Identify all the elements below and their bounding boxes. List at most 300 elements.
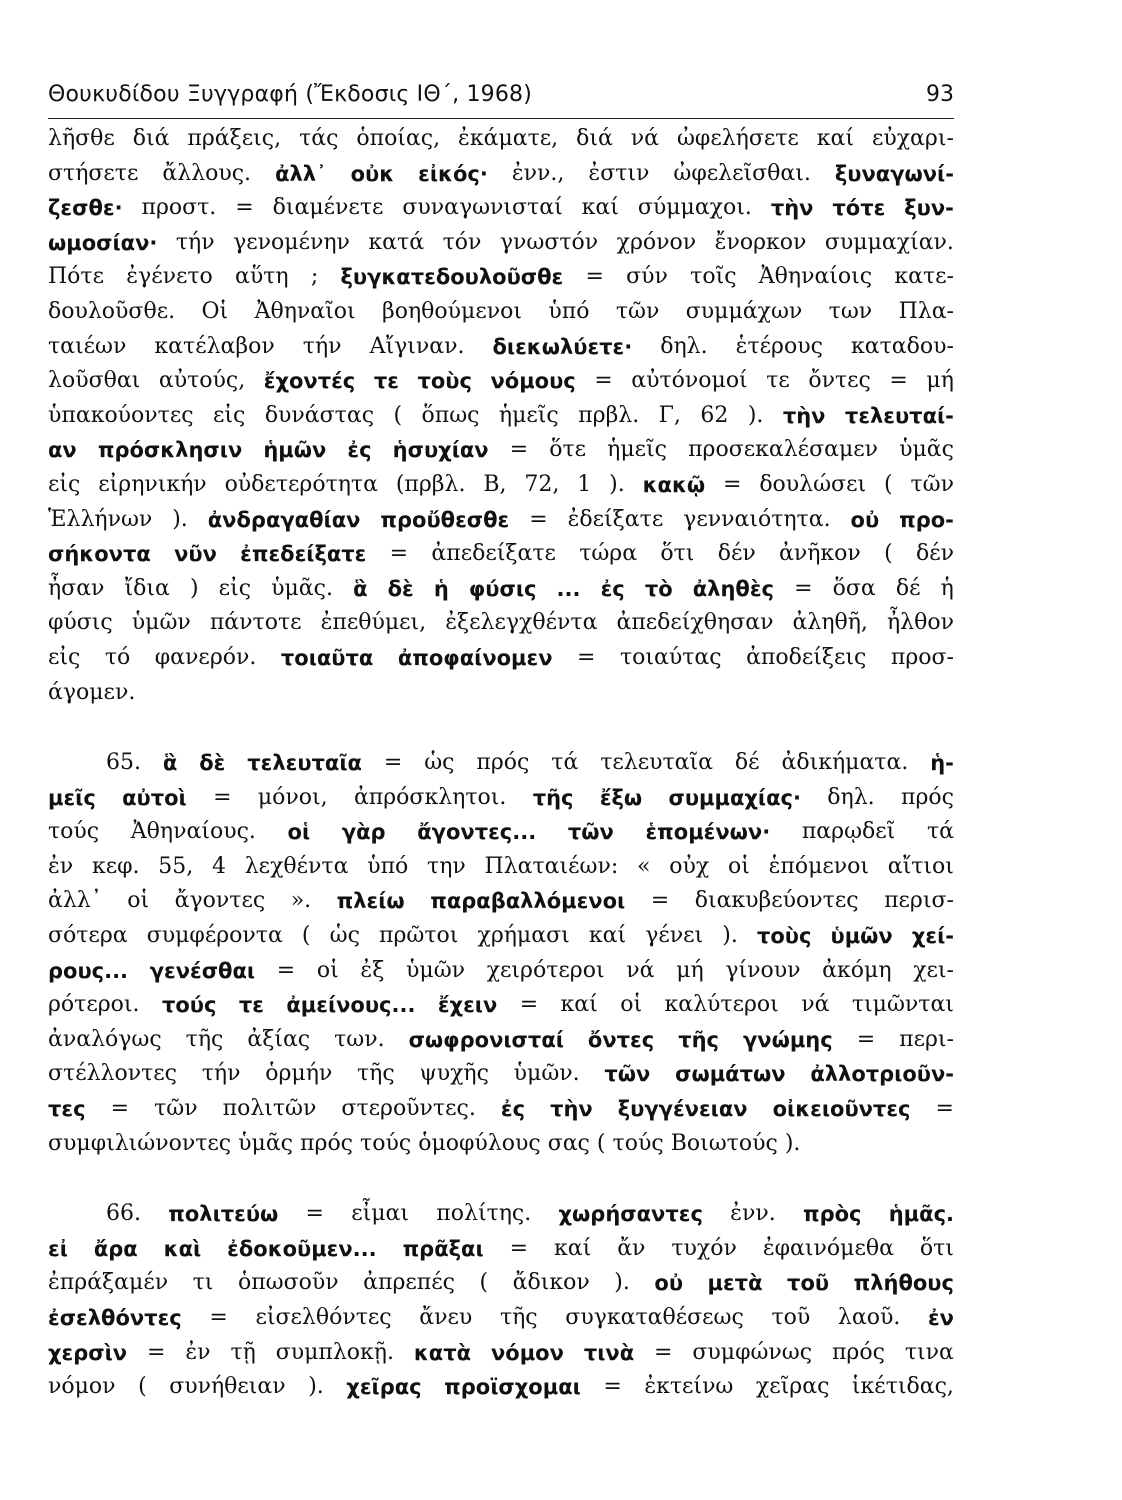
word: στεροῦντες. <box>341 1096 476 1122</box>
word: βοηθούμενοι <box>382 298 522 324</box>
word: προσεκαλέσαμεν <box>688 437 879 463</box>
word: τιμῶνται <box>851 992 954 1018</box>
lemma-word: ἔξω <box>599 785 643 810</box>
text-line <box>48 572 954 607</box>
lemma-word: προ- <box>899 507 954 532</box>
word: = <box>529 506 548 532</box>
word: ( <box>883 471 893 497</box>
lemma-word: σωφρονισταί <box>408 1027 564 1052</box>
word: των <box>828 298 873 324</box>
word: = <box>935 1096 954 1122</box>
text-line <box>48 676 954 711</box>
lemma-word: ἔχοντές <box>263 369 356 394</box>
lemma-word: τούς <box>161 993 217 1018</box>
word: την <box>427 853 466 879</box>
word: δηλ. <box>660 333 708 359</box>
lemma-word: τοιαῦτα <box>280 645 374 670</box>
word: Ἑλλήνων <box>48 506 153 532</box>
lemma-word: ἡμᾶς. <box>888 1202 954 1227</box>
word: καί <box>581 195 619 221</box>
commentary-text <box>48 122 954 1405</box>
word: ἀλλ᾿ <box>48 888 102 914</box>
word: ; <box>310 264 319 290</box>
word: ἀποδείξεις <box>746 644 867 670</box>
word: δέ <box>895 575 921 601</box>
word: ἑπόμενοι <box>768 853 870 879</box>
word: Πλα- <box>898 298 954 324</box>
word: = <box>889 368 908 394</box>
word: ). <box>722 923 738 949</box>
lemma-word: τῆς <box>532 785 574 810</box>
word: κεφ. <box>91 853 140 879</box>
word: οὐχ <box>669 853 710 879</box>
lemma-word: ἡ- <box>930 751 954 776</box>
lemma-word: τὴν <box>770 196 814 221</box>
word: = <box>509 1235 529 1261</box>
lemma-word: νῦν <box>174 542 217 567</box>
word: διά <box>132 126 170 151</box>
word: χρήμασι <box>477 923 570 949</box>
word: ) <box>189 575 199 601</box>
lemma-word: προϊσχομαι <box>444 1375 581 1400</box>
word: ρότεροι. <box>48 992 140 1018</box>
word: = <box>794 575 813 601</box>
word: ὑμῶν <box>131 610 191 636</box>
lemma-word: ἡσυχίαν <box>392 438 489 463</box>
word: ἦσαν <box>48 575 105 601</box>
lemma-word: χερσὶν <box>48 1340 128 1365</box>
lemma-word: τῶν <box>567 820 614 845</box>
word: ὡς <box>424 750 455 776</box>
word: τοῖς <box>690 264 737 290</box>
word: πρός <box>476 750 530 776</box>
lemma-word: ἐσελθόντες <box>48 1306 182 1330</box>
word: ἄλλους. <box>162 160 252 186</box>
word: δέν <box>915 541 954 567</box>
lemma-word: δὲ <box>199 751 226 776</box>
word: ἐδείξατε <box>567 506 664 532</box>
lemma-word: πρόσκλησιν <box>97 438 243 463</box>
word: εἶμαι <box>351 1201 410 1227</box>
word: ). <box>784 1130 801 1156</box>
word: τάς <box>299 126 339 151</box>
word: πράξεις, <box>187 126 282 151</box>
word: τι <box>192 1270 214 1296</box>
word: χειρότεροι <box>486 957 605 983</box>
word: τήν <box>175 229 215 255</box>
word: ἀπρόσκλητοι. <box>353 784 507 810</box>
text-line <box>48 157 954 192</box>
text-line <box>48 537 954 572</box>
word: δέν <box>717 541 756 567</box>
word: λοῦσθαι <box>48 368 141 394</box>
lemma-word: τες <box>48 1097 86 1122</box>
word: κατε- <box>894 264 954 290</box>
word: καλύτεροι <box>664 992 779 1018</box>
word: = <box>519 992 539 1018</box>
word: δουλώσει <box>759 471 867 497</box>
lemma-word: ... <box>556 576 581 601</box>
word: καί <box>588 923 627 949</box>
word: 72, <box>524 471 560 497</box>
word: ). <box>172 506 188 532</box>
word: τούς <box>48 819 100 845</box>
word: ὠφελήσετε <box>676 126 799 151</box>
lemma-word: εἰκός· <box>418 161 488 186</box>
lemma-word: ἡ <box>433 576 449 601</box>
word: νά <box>801 992 830 1018</box>
lemma-word: διεκωλύετε· <box>492 334 633 359</box>
word: = <box>213 784 232 810</box>
word: Πότε <box>48 264 104 290</box>
word: συγκαταθέσεως <box>565 1305 744 1330</box>
word: ἀναλόγως <box>48 1026 162 1052</box>
word: ὁρμήν <box>265 1061 333 1087</box>
word: μή <box>926 368 954 394</box>
lemma-word: ρους... <box>48 958 129 983</box>
word: ( <box>884 541 893 567</box>
text-line <box>48 781 954 816</box>
word: πρός <box>300 1130 354 1156</box>
lemma-word: πολιτεύω <box>168 1202 279 1227</box>
lemma-word: ξυγγένειαν <box>617 1097 748 1122</box>
text-line <box>48 433 954 468</box>
word: = <box>305 1201 324 1227</box>
word: σύμμαχοι. <box>637 195 752 221</box>
word: ψυχῆς <box>419 1061 489 1087</box>
word: καί <box>816 126 854 151</box>
word: ἡμεῖς <box>498 402 559 428</box>
word: καί <box>554 1235 592 1261</box>
text-line <box>48 606 954 641</box>
word: κατά <box>368 229 425 255</box>
lemma-word: ἔχειν <box>437 993 498 1018</box>
text-line <box>48 1127 954 1162</box>
lemma-word: χωρήσαντες <box>558 1202 703 1227</box>
word: ὁποίας, <box>356 126 441 151</box>
word: μόνοι, <box>257 784 328 810</box>
word: συμφέροντα <box>146 923 283 949</box>
word: ὅτι <box>919 1235 954 1261</box>
word: τῶν <box>910 471 954 497</box>
text-line <box>48 1092 954 1127</box>
text-line <box>48 641 954 676</box>
word: πρός <box>831 1339 885 1365</box>
lemma-word: μετὰ <box>707 1271 763 1296</box>
lemma-word: ὄντες <box>587 1027 655 1052</box>
word: ὅτι <box>660 541 695 567</box>
word: χρόνον <box>616 229 697 255</box>
word: ἀληθῆ, <box>792 610 868 636</box>
word: ἐν <box>48 853 74 879</box>
word: τόν <box>442 229 482 255</box>
word: ἀξίας <box>247 1026 311 1052</box>
lemma-word: συμμαχίας· <box>668 785 801 810</box>
word: σύν <box>626 264 668 290</box>
word: παρῳδεῖ <box>801 819 896 845</box>
lemma-word: τελευταί- <box>844 403 954 428</box>
word: ὑμῶν. <box>513 1061 580 1087</box>
lemma-word: τότε <box>832 196 886 221</box>
word: καταδου- <box>850 333 954 359</box>
text-line <box>48 1023 954 1058</box>
text-line <box>48 1301 954 1336</box>
word: συμμάχων <box>685 298 803 324</box>
word: πρῶτοι <box>379 923 459 949</box>
word: διά <box>576 126 613 151</box>
word: τοιαύτας <box>619 644 722 670</box>
word: = <box>723 471 742 497</box>
lemma-word: ἄγοντες... <box>417 820 537 845</box>
word: χει- <box>913 957 954 983</box>
lemma-word: ἐδοκοῦμεν... <box>227 1236 377 1261</box>
word: αὕτη <box>235 264 289 290</box>
word: ἐγένετο <box>126 264 213 290</box>
lemma-word: κακῷ <box>642 472 706 497</box>
word: ). <box>747 402 764 428</box>
word: = <box>389 541 409 567</box>
word: Β, <box>483 471 507 497</box>
word: γενναιότητα. <box>683 506 831 532</box>
word: οἱ <box>316 957 339 983</box>
text-line <box>48 1266 954 1301</box>
word: τινα <box>904 1339 954 1365</box>
word: ἡμεῖς <box>607 437 667 463</box>
word: ἐν <box>185 1339 211 1365</box>
word: νά <box>630 126 660 151</box>
lemma-word: μεῖς <box>48 785 96 810</box>
word: λαοῦ. <box>837 1305 901 1330</box>
word: τά <box>926 819 954 845</box>
word: τώρα <box>579 541 638 567</box>
word: Ἀθηναῖοι <box>254 298 356 324</box>
word: δέ <box>734 750 760 776</box>
word: Ἀθηναίοις <box>758 264 873 290</box>
text-line <box>48 295 954 330</box>
word: ἀπεδείχθησαν <box>616 610 774 636</box>
word: ἐκτείνω <box>644 1374 734 1400</box>
text-line <box>48 850 954 885</box>
word: = <box>383 750 403 776</box>
lemma-word: φύσις <box>468 576 537 601</box>
word: χεῖρας <box>755 1374 830 1400</box>
word: = <box>276 957 296 983</box>
word: τελευταῖα <box>600 750 714 776</box>
paragraph-gap <box>48 1161 954 1197</box>
text-line <box>48 330 954 365</box>
word: ἐνν. <box>730 1201 776 1227</box>
lemma-word: ἡμῶν <box>263 438 327 463</box>
word: ἄν <box>617 1235 646 1261</box>
word: Βοιωτούς <box>670 1130 778 1156</box>
word: νά <box>626 957 655 983</box>
word: ἦλθον <box>886 610 954 636</box>
text-line <box>48 1336 954 1371</box>
word: = <box>594 368 613 394</box>
lemma-word: τοῦ <box>787 1271 830 1296</box>
word: « <box>637 853 651 879</box>
word: συμφώνως <box>692 1339 813 1365</box>
lemma-word: τὴν <box>550 1097 593 1122</box>
word: συμπλοκῇ. <box>275 1339 394 1365</box>
lemma-word: τῶν <box>604 1062 651 1087</box>
text-line <box>48 260 954 295</box>
word: τό <box>104 644 131 670</box>
word: = <box>110 1096 130 1122</box>
lemma-word: αν <box>48 438 77 463</box>
lemma-word: χεί- <box>911 924 954 949</box>
word: ἐπεθύμει, <box>320 610 427 636</box>
lemma-word: τὸ <box>644 576 673 601</box>
word: ἄγοντες <box>174 888 266 914</box>
lemma-word: ἐς <box>500 1097 526 1122</box>
word: αἴτιοι <box>887 853 954 879</box>
lemma-word: χεῖρας <box>346 1375 422 1400</box>
word: προστ. <box>141 195 217 221</box>
word: εἰρηνικήν <box>98 471 207 497</box>
word: ἀκόμη <box>822 957 892 983</box>
lemma-word: παραβαλλόμενοι <box>430 889 626 914</box>
word: 65. <box>106 750 141 776</box>
word: ὑμᾶς. <box>271 575 333 601</box>
lemma-word: ἀληθὲς <box>692 576 774 601</box>
word: τήν <box>201 1061 241 1087</box>
word: ἀπεδείξατε <box>431 541 556 567</box>
word: = <box>235 195 254 221</box>
word: άγομεν. <box>48 679 136 705</box>
lemma-word: σωμάτων <box>675 1062 786 1087</box>
word: (πρβλ. <box>395 471 466 497</box>
word: ( <box>138 1374 147 1400</box>
word: διακυβεύοντες <box>694 888 859 914</box>
word: πολιτῶν <box>222 1096 317 1122</box>
word: τῶν <box>615 298 660 324</box>
word: ( <box>301 923 311 949</box>
lemma-word: τοὺς <box>417 369 472 394</box>
lemma-word: καὶ <box>163 1236 202 1261</box>
text-line <box>48 468 954 503</box>
lemma-word: ἐς <box>600 576 625 601</box>
word: ἄνευ <box>419 1305 473 1330</box>
word: 66. <box>106 1201 141 1227</box>
word: λεχθέντα <box>244 853 349 879</box>
text-line <box>48 1370 954 1405</box>
word: γενομένην <box>233 229 350 255</box>
lemma-word: ἑπομένων· <box>645 820 771 845</box>
word: ὡς <box>329 923 360 949</box>
word: διαμένετε <box>272 195 384 221</box>
word: φανερόν. <box>154 644 257 670</box>
lemma-word: τοὺς <box>756 924 812 949</box>
lemma-word: ξυναγωνί- <box>834 161 954 186</box>
lemma-word: ἃ <box>162 751 178 776</box>
word: εἰσελθόντες <box>255 1305 392 1330</box>
lemma-word: νόμους <box>490 369 576 394</box>
word: τούς <box>360 1130 412 1156</box>
word: οὐδετερότητα <box>224 471 378 497</box>
word: τῆς <box>499 1305 538 1330</box>
lemma-word: οὐκ <box>350 161 395 186</box>
text-line <box>48 1232 954 1267</box>
lemma-word: τε <box>238 993 264 1018</box>
lemma-word: κατὰ <box>413 1340 472 1365</box>
word: ἴδια <box>124 575 170 601</box>
lemma-word: ἐς <box>347 438 372 463</box>
lemma-word: ξυγκατεδουλοῦσθε <box>340 265 564 290</box>
word: ἐστιν <box>588 160 650 186</box>
word: συμμαχίαν. <box>824 229 954 255</box>
paragraph-gap <box>48 710 954 746</box>
word: δυνάστας <box>264 402 375 428</box>
word: στήσετε <box>48 160 139 186</box>
word: = <box>509 437 529 463</box>
text-line <box>48 746 954 781</box>
word: ἐξ <box>360 957 385 983</box>
lemma-word: οἰκειοῦντες <box>772 1097 911 1122</box>
word: συναγωνισταί <box>402 195 563 221</box>
word: ( <box>393 402 403 428</box>
page-number: 93 <box>926 82 954 107</box>
word: ἀδικήματα. <box>781 750 909 776</box>
lemma-word: τελευταῖα <box>247 751 362 776</box>
word: ( <box>596 1130 606 1156</box>
word: τά <box>551 750 579 776</box>
word: = <box>603 1374 622 1400</box>
word: εἰς <box>218 575 252 601</box>
word: οἱ <box>127 888 150 914</box>
word: τῶν <box>154 1096 198 1122</box>
text-line <box>48 954 954 989</box>
text-line <box>48 503 954 538</box>
lemma-word: ἐπεδείξατε <box>240 542 367 567</box>
lemma-word: οὐ <box>850 507 880 532</box>
text-line <box>48 364 954 399</box>
word: 1 <box>577 471 592 497</box>
lemma-word: τῆς <box>678 1027 719 1052</box>
text-line <box>48 399 954 434</box>
lemma-word: γενέσθαι <box>149 958 256 983</box>
lemma-word: ἀλλ᾿ <box>275 161 327 186</box>
word: ὄντες <box>808 368 871 394</box>
word: ὁμοφύλους <box>418 1130 541 1156</box>
text-line <box>48 226 954 261</box>
word: = <box>209 1305 228 1330</box>
word: εὐχαρι- <box>871 126 954 151</box>
word: ». <box>290 888 312 914</box>
word: ὑπακούοντες <box>48 402 194 428</box>
word: οἱ <box>727 853 750 879</box>
lemma-word: ἀμείνους... <box>286 993 416 1018</box>
lemma-word: ξυν- <box>904 196 954 221</box>
word: αὐτούς, <box>158 368 246 394</box>
lemma-word: προὔθεσθε <box>380 507 510 532</box>
lemma-word: ἀποφαίνομεν <box>397 645 553 670</box>
word: τυχόν <box>671 1235 737 1261</box>
lemma-word: γνώμης <box>742 1027 833 1052</box>
word: ὅσα <box>832 575 876 601</box>
text-line <box>48 988 954 1023</box>
word: ). <box>609 471 625 497</box>
word: αὐτόνομοί <box>631 368 748 394</box>
text-line <box>48 919 954 954</box>
lemma-word: ωμοσίαν· <box>48 230 158 255</box>
word: Οἱ <box>201 298 229 324</box>
word: = <box>147 1339 166 1365</box>
lemma-word: σήκοντα <box>48 542 151 567</box>
lemma-word: αὐτοὶ <box>122 785 187 810</box>
lemma-word: ἐν <box>927 1306 954 1330</box>
lemma-word: τινὰ <box>583 1340 635 1365</box>
